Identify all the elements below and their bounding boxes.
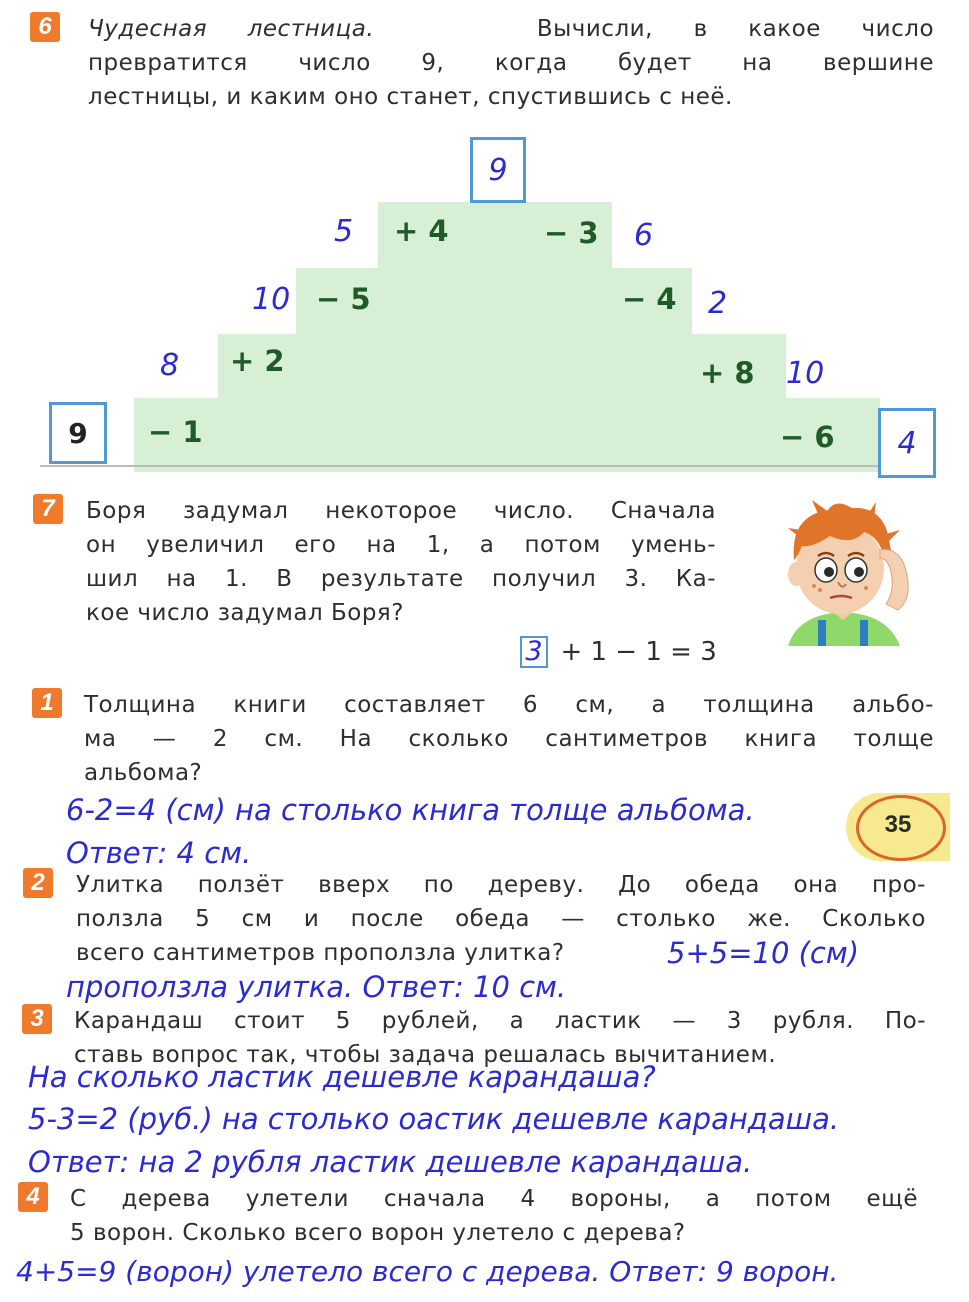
ladder-answer-up-2: 10 (252, 282, 291, 317)
ladder-start-value: 9 (68, 416, 88, 450)
task-7-text (86, 494, 716, 630)
ladder-op-up-3: − 5 (316, 282, 371, 316)
ladder-answer-up-3: 5 (334, 214, 354, 249)
task-3-solution: 5-3=2 (руб.) на столько оастик дешевле карандаша. (28, 1102, 840, 1136)
task-1-badge: 1 (32, 688, 62, 718)
task-1-line3: альбома? (84, 760, 203, 786)
task-7-line2: он увеличил его на 1, а потом умень- (86, 532, 716, 558)
task-4-badge: 4 (18, 1182, 48, 1212)
task-6-text (88, 12, 934, 114)
ladder-end-box (878, 408, 936, 478)
task-6-line2: превратится число 9, когда будет на вершине (88, 50, 934, 76)
ladder-op-up-2: + 2 (230, 344, 285, 378)
task-3-badge: 3 (22, 1004, 52, 1034)
task-7-line4: кое число задумал Боря? (86, 600, 404, 626)
ladder-baseline (40, 465, 880, 467)
task-7-answer-rest: + 1 − 1 = 3 (560, 637, 717, 667)
task-7-answer (520, 636, 717, 670)
ladder-op-up-1: − 1 (148, 415, 203, 449)
ladder-answer-down-1: 6 (634, 218, 654, 253)
task-6-line3: лестницы, и каким оно станет, спустившись с неё. (88, 84, 733, 110)
task-4-text (70, 1182, 918, 1250)
task-7-line3: шил на 1. В результате получил 3. Ка- (86, 566, 716, 592)
ladder-end-value: 4 (897, 425, 917, 461)
task-6-badge: 6 (30, 12, 60, 42)
task-2-line3: всего сантиметров проползла улитка? (76, 940, 565, 966)
task-3-line2: ставь вопрос так, чтобы задача решалась вычитанием. (74, 1042, 777, 1068)
ladder-step-1 (134, 398, 880, 472)
ladder-answer-down-3: 10 (786, 356, 825, 391)
task-1-answer: Ответ: 4 см. (66, 836, 252, 870)
page-number-badge (846, 793, 950, 861)
task-2-badge: 2 (23, 868, 53, 898)
task-1-text (84, 688, 934, 790)
ladder-answer-down-2: 2 (708, 286, 728, 321)
task-2-solution-part1: 5+5=10 (см) (667, 936, 860, 970)
task-7-line1: Боря задумал некоторое число. Сначала (86, 498, 716, 524)
task-6-title: Чудесная лестница. (88, 16, 375, 42)
task-4-line1: С дерева улетели сначала 4 вороны, а потом ещё (70, 1186, 918, 1212)
ladder-op-down-2: − 4 (622, 282, 677, 316)
task-1-line1: Толщина книги составляет 6 см, а толщина альбо- (84, 692, 934, 718)
boy-thinking-illustration (768, 496, 918, 646)
task-2-line2: ползла 5 см и после обеда — столько же. Сколько (76, 906, 926, 932)
task-3-question: На сколько ластик дешевле карандаша? (28, 1060, 656, 1094)
ladder-op-down-3: + 8 (700, 356, 755, 390)
task-2-solution-part2: проползла улитка. Ответ: 10 см. (66, 970, 567, 1004)
task-3-line1: Карандаш стоит 5 рублей, а ластик — 3 рубля. По- (74, 1008, 926, 1034)
task-6-line1: Вычисли, в какое число (536, 16, 935, 42)
task-2-line1: Улитка ползёт вверх по дереву. До обеда она про- (76, 872, 926, 898)
ladder-top-value: 9 (488, 152, 508, 188)
page-number: 35 (884, 811, 912, 838)
ladder-top-box (470, 137, 526, 203)
task-7-answer-box: 3 (520, 636, 548, 668)
task-1-solution: 6-2=4 (см) на столько книга толще альбома. (66, 793, 755, 827)
task-3-answer: Ответ: на 2 рубля ластик дешевле карандаша. (28, 1145, 753, 1179)
task-4-solution: 4+5=9 (ворон) улетело всего с дерева. Ответ: 9 ворон. (16, 1255, 839, 1288)
ladder-op-up-4: + 4 (394, 214, 449, 248)
task-7-badge: 7 (33, 494, 63, 524)
ladder-answer-up-1: 8 (160, 348, 180, 383)
task-4-line2: 5 ворон. Сколько всего ворон улетело с дерева? (70, 1220, 686, 1246)
ladder-start-box (49, 402, 107, 464)
ladder-op-down-4: − 6 (780, 420, 835, 454)
task-1-line2: ма — 2 см. На сколько сантиметров книга толще (84, 726, 934, 752)
ladder-op-down-1: − 3 (544, 216, 599, 250)
